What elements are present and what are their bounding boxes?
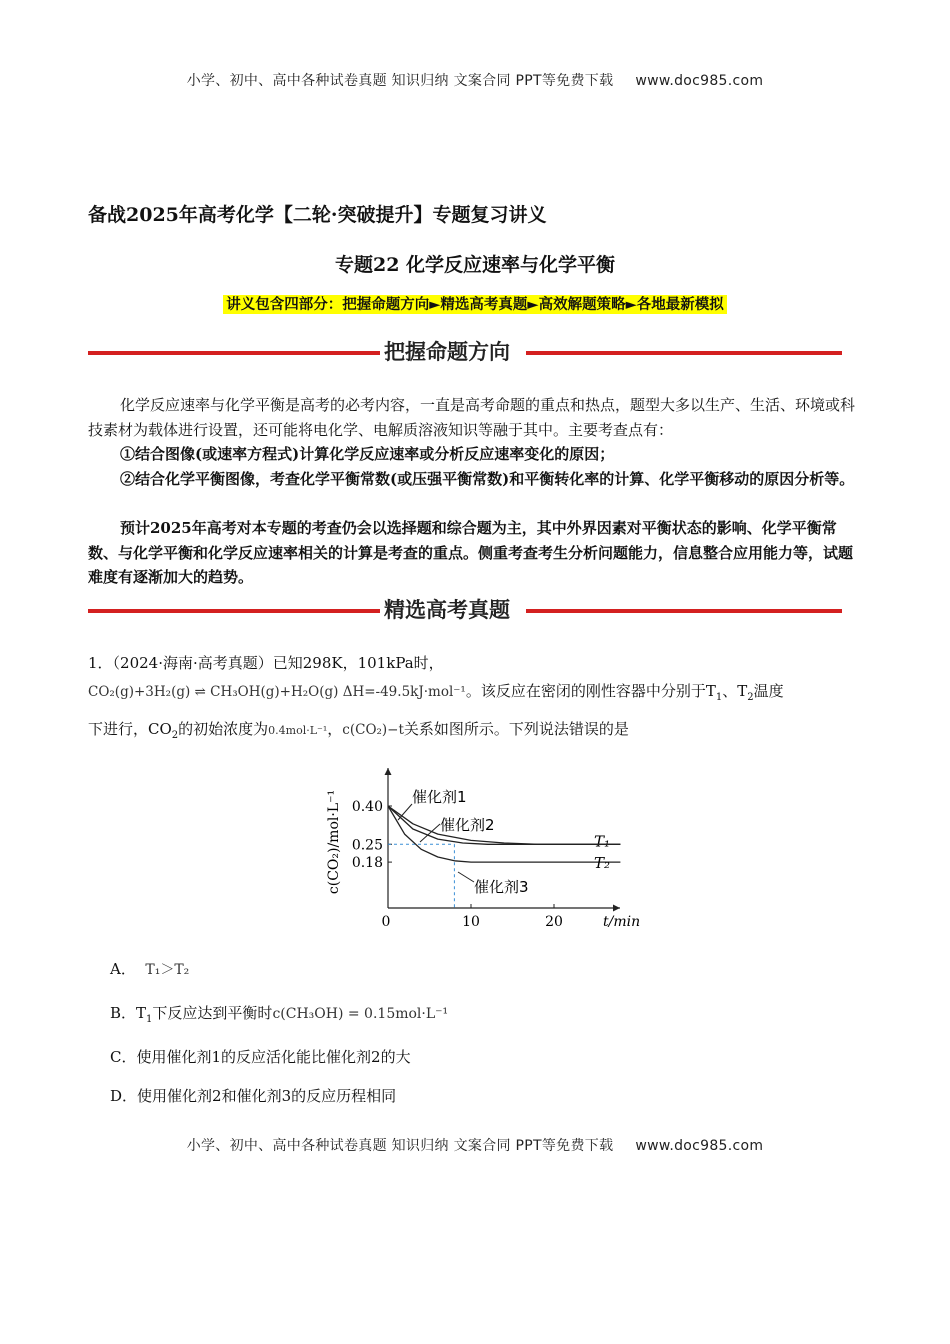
divider bbox=[88, 351, 380, 355]
document-title: 备战2025年高考化学【二轮·突破提升】专题复习讲义 bbox=[88, 204, 547, 226]
y-tick-label: 0.40 bbox=[351, 799, 383, 815]
question-text: 的初始浓度为 bbox=[178, 720, 269, 738]
option-text: T bbox=[136, 1004, 147, 1022]
option-text: 下反应达到平衡时 bbox=[152, 1004, 273, 1022]
option-label: D． bbox=[110, 1087, 138, 1105]
annotation-catalyst-1: 催化剂1 bbox=[412, 788, 467, 806]
header-site-link[interactable]: www.doc985.com bbox=[635, 73, 764, 89]
document-subtitle: 专题22 化学反应速率与化学平衡 bbox=[334, 254, 616, 276]
x-axis-label: t/min bbox=[603, 914, 640, 930]
question-stem bbox=[88, 652, 864, 673]
intro-point-2: ②结合化学平衡图像，考查化学平衡常数(或压强平衡常数)和平衡转化率的计算、化学平衡移动的原因分析等。 bbox=[120, 470, 855, 488]
question-text: 关系如图所示。下列说法错误的是 bbox=[403, 720, 629, 738]
y-tick-label: 0.18 bbox=[351, 855, 383, 872]
section-heading-direction bbox=[88, 338, 842, 368]
ct-relation: c(CO₂)−t bbox=[342, 722, 404, 738]
header-text: 小学、初中、高中各种试卷真题 知识归纳 文案合同 PPT等免费下载 bbox=[186, 73, 614, 89]
x-tick-label: 10 bbox=[462, 914, 480, 930]
option-a[interactable] bbox=[110, 958, 189, 979]
section-label: 精选高考真题 bbox=[384, 598, 510, 622]
reaction-equation: CO₂(g)+3H₂(g) ⇌ CH₃OH(g)+H₂O(g) ΔH=-49.5kJ·mol⁻¹ bbox=[88, 684, 466, 700]
option-b[interactable]: B．$T_1$下反应达到平衡时c(CH₃OH) = 0.15mol·L⁻¹ bbox=[110, 1004, 449, 1025]
series-line-2 bbox=[388, 806, 620, 844]
question-number: 1． bbox=[88, 654, 113, 672]
highlight-banner bbox=[0, 293, 950, 314]
y-tick-label: 0.25 bbox=[351, 837, 383, 854]
option-text: 使用催化剂1的反应活化能比催化剂2的大 bbox=[136, 1048, 411, 1066]
intro-point-1: ①结合图像(或速率方程式)计算化学反应速率或分析反应速率变化的原因； bbox=[120, 445, 615, 463]
footer-text: 小学、初中、高中各种试卷真题 知识归纳 文案合同 PPT等免费下载 bbox=[186, 1138, 614, 1154]
option-c[interactable] bbox=[110, 1046, 411, 1067]
x-axis-arrow bbox=[613, 905, 620, 912]
option-d[interactable] bbox=[110, 1085, 396, 1106]
option-formula: c(CH₃OH) = 0.15mol·L⁻¹ bbox=[272, 1006, 449, 1022]
y-axis-label: c(CO₂)/mol·L⁻¹ bbox=[326, 789, 342, 895]
section-label: 把握命题方向 bbox=[384, 340, 510, 364]
series-line-1 bbox=[388, 806, 620, 844]
concentration-time-chart bbox=[320, 758, 640, 940]
divider bbox=[526, 351, 842, 355]
divider bbox=[526, 609, 842, 613]
question-condition-line: 下进行，$CO_2$的初始浓度为0.4mol·L⁻¹，c(CO₂)−t关系如图所示。下列说法错误的是 bbox=[88, 720, 629, 741]
initial-concentration: 0.4mol·L⁻¹ bbox=[268, 724, 328, 737]
annotation-catalyst-2: 催化剂2 bbox=[440, 816, 495, 834]
intro-forecast: 预计2025年高考对本专题的考查仍会以选择题和综合题为主，其中外界因素对平衡状态的影响、化学平衡常数、与化学平衡和化学反应速率相关的计算是考查的重点。侧重考查考生分析问题能力，信息整合应用能力等，试题难度有逐渐加大的趋势。 bbox=[88, 519, 854, 586]
highlight-text: 讲义包含四部分：把握命题方向►精选高考真题►高效解题策略►各地最新模拟 bbox=[223, 295, 726, 314]
intro-paragraph: 化学反应速率与化学平衡是高考的必考内容，一直是高考命题的重点和热点，题型大多以生产、生活、环境或科技素材为载体进行设置，还可能将电化学、电解质溶液知识等融于其中。主要考查点有： bbox=[88, 396, 856, 439]
page-header bbox=[0, 70, 950, 90]
y-axis-arrow bbox=[385, 768, 392, 775]
x-tick-label: 0 bbox=[381, 914, 391, 930]
question-text: 、T bbox=[722, 682, 748, 700]
footer-site-link[interactable]: www.doc985.com bbox=[635, 1138, 764, 1154]
page-footer bbox=[0, 1135, 950, 1155]
divider bbox=[88, 609, 380, 613]
question-text: 温度 bbox=[753, 682, 784, 700]
question-text: 。该反应在密闭的刚性容器中分别于T bbox=[465, 682, 716, 700]
option-text: T₁＞T₂ bbox=[145, 962, 190, 978]
annotation-catalyst-3: 催化剂3 bbox=[474, 878, 529, 896]
x-tick-label: 20 bbox=[545, 914, 563, 930]
option-label: A． bbox=[110, 960, 136, 978]
option-label: C． bbox=[110, 1048, 137, 1066]
question-text: 下进行，CO bbox=[88, 720, 172, 738]
option-text: 使用催化剂2和催化剂3的反应历程相同 bbox=[137, 1087, 397, 1105]
section-heading-questions bbox=[88, 596, 842, 626]
series-end-label: T₁ bbox=[594, 832, 611, 851]
series-line-3 bbox=[388, 806, 620, 862]
series-end-label: T₂ bbox=[594, 854, 611, 873]
option-label: B． bbox=[110, 1004, 137, 1022]
question-equation-line: CO₂(g)+3H₂(g) ⇌ CH₃OH(g)+H₂O(g) ΔH=-49.5kJ·mol⁻¹。该反应在密闭的刚性容器中分别于$T_1$、$T_2$温度 bbox=[88, 682, 784, 703]
question-text: ， bbox=[327, 720, 343, 738]
question-source: （2024·海南·高考真题）已知298K，101kPa时， bbox=[112, 654, 444, 672]
annotation-leader bbox=[458, 872, 474, 882]
